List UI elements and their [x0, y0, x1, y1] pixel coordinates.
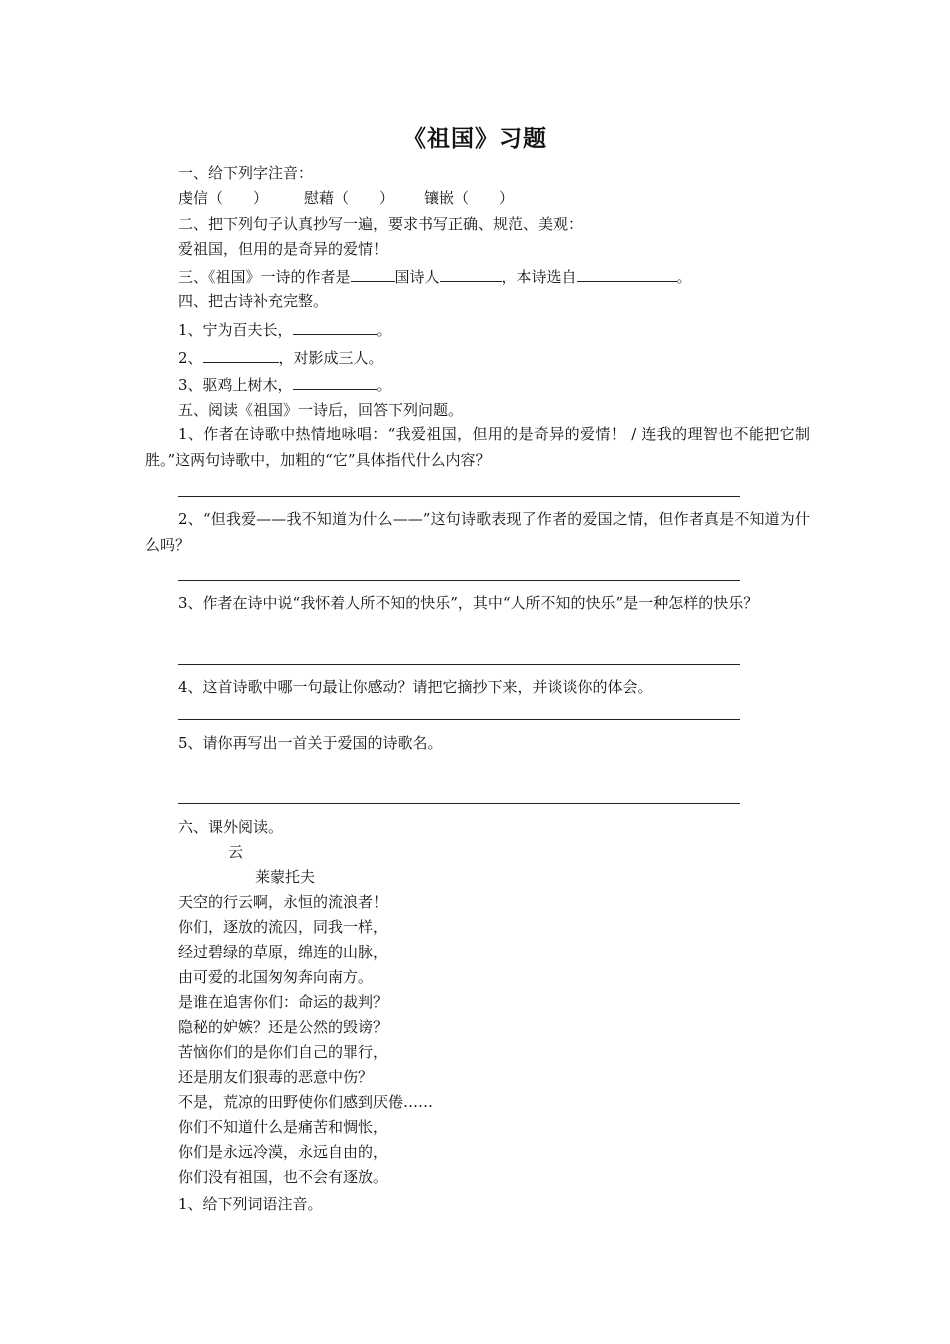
- poem-title: 云: [228, 843, 244, 861]
- section-2-heading: 二、把下列句子认真抄写一遍，要求书写正确、规范、美观：: [178, 215, 584, 233]
- section-2-sentence: 爱祖国，但用的是奇异的爱情！: [178, 240, 389, 258]
- poem-line: 你们不知道什么是痛苦和惆怅，: [178, 1118, 389, 1136]
- poem-line-1: [178, 318, 392, 340]
- fill-blank[interactable]: [293, 318, 377, 335]
- question-5-2: 2、“但我爱——我不知道为什么——”这句诗歌表现了作者的爱国之情，但作者真是不知道为什么吗？: [145, 510, 810, 554]
- section-1-heading: 一、给下列字注音：: [178, 164, 314, 182]
- section-3-text: 国诗人: [394, 268, 440, 286]
- poem-line: 你们没有祖国，也不会有逐放。: [178, 1168, 389, 1186]
- poem-line: 是谁在追害你们：命运的裁判？: [178, 993, 389, 1011]
- answer-line[interactable]: [178, 803, 740, 804]
- poem-author: 莱蒙托夫: [255, 868, 316, 886]
- fill-blank[interactable]: [440, 265, 502, 282]
- poem-line-3: [178, 373, 392, 395]
- section-6-question-1: 1、给下列词语注音。: [178, 1195, 323, 1213]
- pinyin-item: 虔信（ ）: [178, 189, 269, 207]
- answer-line[interactable]: [178, 496, 740, 497]
- poem-text: 。: [376, 321, 392, 339]
- pinyin-item: 慰藉（ ）: [304, 189, 395, 207]
- fill-blank[interactable]: [203, 346, 279, 363]
- poem-text: 3、驱鸡上树木，: [178, 376, 293, 394]
- section-6-heading: 六、课外阅读。: [178, 818, 284, 836]
- section-4-heading: 四、把古诗补充完整。: [178, 292, 329, 310]
- poem-text: 1、宁为百夫长，: [178, 321, 293, 339]
- fill-blank[interactable]: [577, 265, 677, 282]
- section-3-text: ，本诗选自: [501, 268, 577, 286]
- pinyin-item: 镶嵌（ ）: [424, 189, 515, 207]
- fill-blank[interactable]: [351, 265, 395, 282]
- poem-line: 由可爱的北国匆匆奔向南方。: [178, 968, 374, 986]
- poem-line: 还是朋友们狠毒的恶意中伤？: [178, 1068, 374, 1086]
- section-3-question: [178, 265, 692, 287]
- question-5-1: 1、作者在诗歌中热情地咏唱：“我爱祖国，但用的是奇异的爱情！ / 连我的理智也不能把它制胜。”这两句诗歌中，加粗的“它”具体指代什么内容？: [145, 425, 810, 469]
- page-title: 《祖国》习题: [403, 125, 547, 152]
- question-5-3: 3、作者在诗中说“我怀着人所不知的快乐”，其中“人所不知的快乐”是一种怎样的快乐？: [178, 594, 759, 612]
- poem-line: 隐秘的妒嫉？还是公然的毁谤？: [178, 1018, 389, 1036]
- poem-line: 苦恼你们的是你们自己的罪行，: [178, 1043, 389, 1061]
- section-3-text: 。: [676, 268, 692, 286]
- poem-line: 经过碧绿的草原，绵连的山脉，: [178, 943, 389, 961]
- section-3-text: 三、《祖国》一诗的作者是: [178, 268, 351, 286]
- answer-line[interactable]: [178, 664, 740, 665]
- answer-line[interactable]: [178, 719, 740, 720]
- poem-line: 天空的行云啊，永恒的流浪者！: [178, 893, 389, 911]
- poem-text: 2、: [178, 349, 203, 367]
- question-5-4: 4、这首诗歌中哪一句最让你感动？请把它摘抄下来，并谈谈你的体会。: [178, 678, 653, 696]
- question-5-5: 5、请你再写出一首关于爱国的诗歌名。: [178, 734, 443, 752]
- fill-blank[interactable]: [293, 373, 377, 390]
- poem-line: 你们是永远冷漠，永远自由的，: [178, 1143, 389, 1161]
- section-1-items: [178, 188, 514, 208]
- poem-line: 不是，荒凉的田野使你们感到厌倦……: [178, 1093, 434, 1111]
- poem-line-2: [178, 346, 384, 368]
- poem-line: 你们，逐放的流囚，同我一样，: [178, 918, 389, 936]
- poem-text: ，对影成三人。: [278, 349, 384, 367]
- answer-line[interactable]: [178, 580, 740, 581]
- section-5-heading: 五、阅读《祖国》一诗后，回答下列问题。: [178, 401, 464, 419]
- poem-text: 。: [376, 376, 392, 394]
